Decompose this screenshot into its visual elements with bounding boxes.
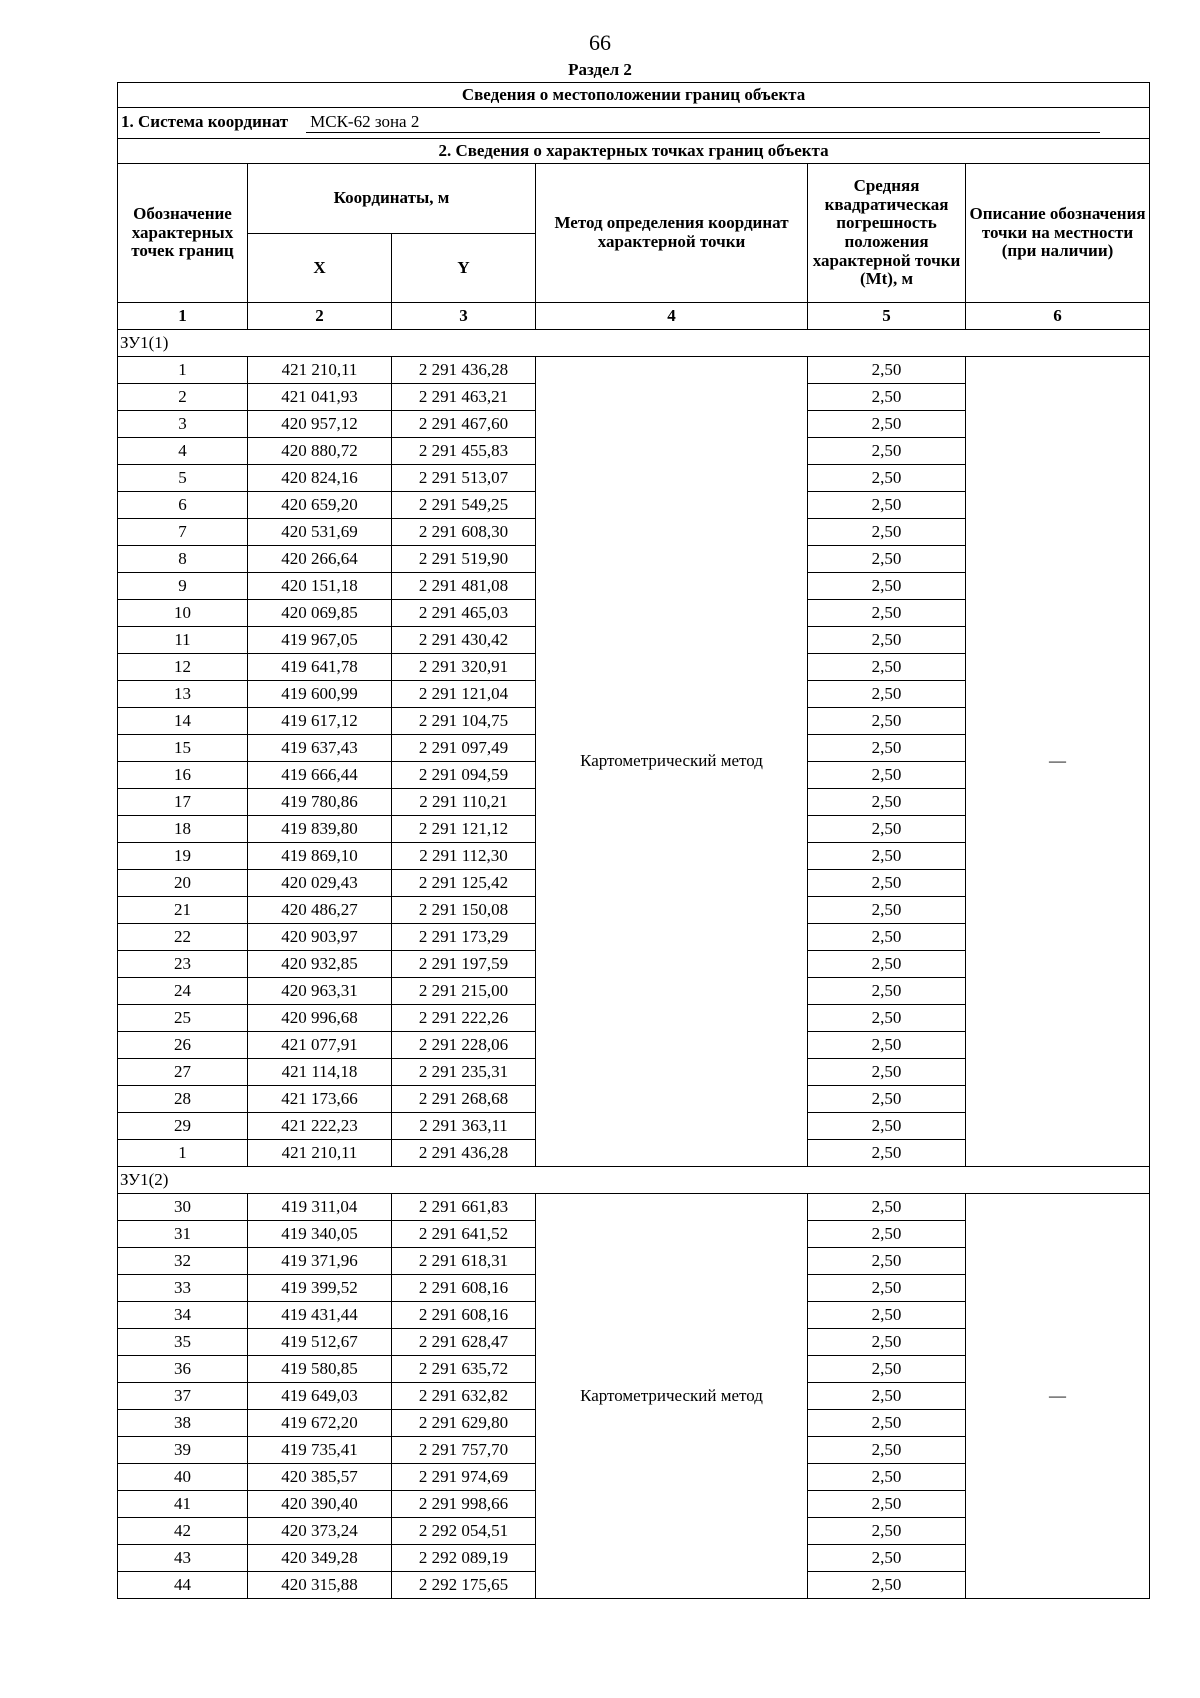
x-coordinate: 420 996,68 xyxy=(248,1005,392,1032)
y-coordinate: 2 291 455,83 xyxy=(392,438,536,465)
header-error: Средняя квадратическая погрешность положения характерной точки (Mt), м xyxy=(808,164,966,303)
y-coordinate: 2 291 222,26 xyxy=(392,1005,536,1032)
y-coordinate: 2 291 436,28 xyxy=(392,357,536,384)
error-value: 2,50 xyxy=(808,546,966,573)
error-value: 2,50 xyxy=(808,1329,966,1356)
x-coordinate: 420 373,24 xyxy=(248,1518,392,1545)
error-value: 2,50 xyxy=(808,789,966,816)
point-number: 41 xyxy=(118,1491,248,1518)
error-value: 2,50 xyxy=(808,1086,966,1113)
point-number: 11 xyxy=(118,627,248,654)
x-coordinate: 420 963,31 xyxy=(248,978,392,1005)
point-number: 8 xyxy=(118,546,248,573)
x-coordinate: 419 672,20 xyxy=(248,1410,392,1437)
point-number: 16 xyxy=(118,762,248,789)
point-number: 25 xyxy=(118,1005,248,1032)
point-number: 10 xyxy=(118,600,248,627)
method-cell: Картометрический метод xyxy=(536,1194,808,1599)
error-value: 2,50 xyxy=(808,1545,966,1572)
x-coordinate: 421 222,23 xyxy=(248,1113,392,1140)
y-coordinate: 2 291 235,31 xyxy=(392,1059,536,1086)
x-coordinate: 420 266,64 xyxy=(248,546,392,573)
y-coordinate: 2 291 430,42 xyxy=(392,627,536,654)
error-value: 2,50 xyxy=(808,1518,966,1545)
point-number: 40 xyxy=(118,1464,248,1491)
point-number: 39 xyxy=(118,1437,248,1464)
x-coordinate: 419 371,96 xyxy=(248,1248,392,1275)
x-coordinate: 420 029,43 xyxy=(248,870,392,897)
boundary-points-table xyxy=(117,82,1150,1599)
point-number: 42 xyxy=(118,1518,248,1545)
y-coordinate: 2 291 268,68 xyxy=(392,1086,536,1113)
point-number: 6 xyxy=(118,492,248,519)
y-coordinate: 2 291 467,60 xyxy=(392,411,536,438)
error-value: 2,50 xyxy=(808,627,966,654)
error-value: 2,50 xyxy=(808,843,966,870)
x-coordinate: 419 839,80 xyxy=(248,816,392,843)
y-coordinate: 2 291 121,12 xyxy=(392,816,536,843)
error-value: 2,50 xyxy=(808,1410,966,1437)
y-coordinate: 2 291 632,82 xyxy=(392,1383,536,1410)
error-value: 2,50 xyxy=(808,681,966,708)
error-value: 2,50 xyxy=(808,492,966,519)
x-coordinate: 419 311,04 xyxy=(248,1194,392,1221)
x-coordinate: 419 967,05 xyxy=(248,627,392,654)
error-value: 2,50 xyxy=(808,465,966,492)
y-coordinate: 2 291 125,42 xyxy=(392,870,536,897)
y-coordinate: 2 291 998,66 xyxy=(392,1491,536,1518)
x-coordinate: 420 659,20 xyxy=(248,492,392,519)
x-coordinate: 420 349,28 xyxy=(248,1545,392,1572)
x-coordinate: 421 210,11 xyxy=(248,1140,392,1167)
point-number: 31 xyxy=(118,1221,248,1248)
error-value: 2,50 xyxy=(808,573,966,600)
error-value: 2,50 xyxy=(808,1491,966,1518)
x-coordinate: 419 580,85 xyxy=(248,1356,392,1383)
description-cell: — xyxy=(966,1194,1150,1599)
x-coordinate: 419 869,10 xyxy=(248,843,392,870)
error-value: 2,50 xyxy=(808,816,966,843)
y-coordinate: 2 291 215,00 xyxy=(392,978,536,1005)
group-header: ЗУ1(2) xyxy=(118,1167,1150,1194)
x-coordinate: 419 649,03 xyxy=(248,1383,392,1410)
x-coordinate: 419 512,67 xyxy=(248,1329,392,1356)
y-coordinate: 2 291 097,49 xyxy=(392,735,536,762)
y-coordinate: 2 291 150,08 xyxy=(392,897,536,924)
error-value: 2,50 xyxy=(808,1059,966,1086)
point-number: 34 xyxy=(118,1302,248,1329)
y-coordinate: 2 291 757,70 xyxy=(392,1437,536,1464)
y-coordinate: 2 291 629,80 xyxy=(392,1410,536,1437)
point-number: 28 xyxy=(118,1086,248,1113)
error-value: 2,50 xyxy=(808,411,966,438)
point-number: 30 xyxy=(118,1194,248,1221)
y-coordinate: 2 292 089,19 xyxy=(392,1545,536,1572)
section-title: Раздел 2 xyxy=(568,60,632,79)
y-coordinate: 2 292 054,51 xyxy=(392,1518,536,1545)
error-value: 2,50 xyxy=(808,951,966,978)
error-value: 2,50 xyxy=(808,1302,966,1329)
y-coordinate: 2 291 173,29 xyxy=(392,924,536,951)
x-coordinate: 419 666,44 xyxy=(248,762,392,789)
method-cell: Картометрический метод xyxy=(536,357,808,1167)
column-number: 4 xyxy=(536,303,808,330)
point-number: 1 xyxy=(118,1140,248,1167)
column-number: 3 xyxy=(392,303,536,330)
header-designation: Обозначение характерных точек границ xyxy=(118,164,248,303)
point-number: 12 xyxy=(118,654,248,681)
column-number: 2 xyxy=(248,303,392,330)
header-description: Описание обозначения точки на местности (при наличии) xyxy=(966,164,1150,303)
point-number: 43 xyxy=(118,1545,248,1572)
x-coordinate: 421 173,66 xyxy=(248,1086,392,1113)
error-value: 2,50 xyxy=(808,1140,966,1167)
coordinate-system-value: МСК-62 зона 2 xyxy=(306,113,1100,133)
y-coordinate: 2 291 465,03 xyxy=(392,600,536,627)
x-coordinate: 420 880,72 xyxy=(248,438,392,465)
y-coordinate: 2 291 635,72 xyxy=(392,1356,536,1383)
error-value: 2,50 xyxy=(808,1221,966,1248)
x-coordinate: 421 041,93 xyxy=(248,384,392,411)
y-coordinate: 2 291 094,59 xyxy=(392,762,536,789)
error-value: 2,50 xyxy=(808,654,966,681)
error-value: 2,50 xyxy=(808,1113,966,1140)
error-value: 2,50 xyxy=(808,1032,966,1059)
page-number: 66 xyxy=(589,30,611,55)
x-coordinate: 419 617,12 xyxy=(248,708,392,735)
header-coordinates: Координаты, м xyxy=(248,164,536,234)
x-coordinate: 420 385,57 xyxy=(248,1464,392,1491)
x-coordinate: 420 069,85 xyxy=(248,600,392,627)
y-coordinate: 2 291 549,25 xyxy=(392,492,536,519)
error-value: 2,50 xyxy=(808,1383,966,1410)
point-number: 3 xyxy=(118,411,248,438)
point-number: 1 xyxy=(118,357,248,384)
error-value: 2,50 xyxy=(808,384,966,411)
error-value: 2,50 xyxy=(808,357,966,384)
error-value: 2,50 xyxy=(808,870,966,897)
x-coordinate: 419 780,86 xyxy=(248,789,392,816)
y-coordinate: 2 291 608,16 xyxy=(392,1275,536,1302)
table-row xyxy=(118,357,1150,384)
point-number: 37 xyxy=(118,1383,248,1410)
x-coordinate: 420 531,69 xyxy=(248,519,392,546)
y-coordinate: 2 291 110,21 xyxy=(392,789,536,816)
y-coordinate: 2 291 628,47 xyxy=(392,1329,536,1356)
group-header: ЗУ1(1) xyxy=(118,330,1150,357)
y-coordinate: 2 291 436,28 xyxy=(392,1140,536,1167)
error-value: 2,50 xyxy=(808,978,966,1005)
point-number: 44 xyxy=(118,1572,248,1599)
y-coordinate: 2 291 519,90 xyxy=(392,546,536,573)
header-method: Метод определения координат характерной точки xyxy=(536,164,808,303)
point-number: 20 xyxy=(118,870,248,897)
coordinate-system-row xyxy=(118,108,1150,139)
y-coordinate: 2 291 197,59 xyxy=(392,951,536,978)
point-number: 23 xyxy=(118,951,248,978)
y-coordinate: 2 291 974,69 xyxy=(392,1464,536,1491)
y-coordinate: 2 291 121,04 xyxy=(392,681,536,708)
x-coordinate: 419 641,78 xyxy=(248,654,392,681)
y-coordinate: 2 291 363,11 xyxy=(392,1113,536,1140)
point-number: 21 xyxy=(118,897,248,924)
header-x: X xyxy=(248,234,392,303)
x-coordinate: 420 903,97 xyxy=(248,924,392,951)
point-number: 4 xyxy=(118,438,248,465)
point-number: 14 xyxy=(118,708,248,735)
x-coordinate: 419 431,44 xyxy=(248,1302,392,1329)
y-coordinate: 2 291 463,21 xyxy=(392,384,536,411)
x-coordinate: 421 210,11 xyxy=(248,357,392,384)
point-number: 13 xyxy=(118,681,248,708)
y-coordinate: 2 291 104,75 xyxy=(392,708,536,735)
x-coordinate: 420 390,40 xyxy=(248,1491,392,1518)
table-row xyxy=(118,1194,1150,1221)
error-value: 2,50 xyxy=(808,1356,966,1383)
point-number: 27 xyxy=(118,1059,248,1086)
x-coordinate: 419 340,05 xyxy=(248,1221,392,1248)
point-number: 18 xyxy=(118,816,248,843)
column-number: 1 xyxy=(118,303,248,330)
y-coordinate: 2 291 112,30 xyxy=(392,843,536,870)
error-value: 2,50 xyxy=(808,762,966,789)
error-value: 2,50 xyxy=(808,708,966,735)
y-coordinate: 2 291 481,08 xyxy=(392,573,536,600)
error-value: 2,50 xyxy=(808,1005,966,1032)
y-coordinate: 2 291 661,83 xyxy=(392,1194,536,1221)
x-coordinate: 420 824,16 xyxy=(248,465,392,492)
description-cell: — xyxy=(966,357,1150,1167)
x-coordinate: 421 077,91 xyxy=(248,1032,392,1059)
error-value: 2,50 xyxy=(808,438,966,465)
point-number: 15 xyxy=(118,735,248,762)
point-number: 26 xyxy=(118,1032,248,1059)
points-title: 2. Сведения о характерных точках границ объекта xyxy=(118,139,1150,164)
table-title: Сведения о местоположении границ объекта xyxy=(118,83,1150,108)
point-number: 2 xyxy=(118,384,248,411)
error-value: 2,50 xyxy=(808,1194,966,1221)
header-y: Y xyxy=(392,234,536,303)
point-number: 33 xyxy=(118,1275,248,1302)
error-value: 2,50 xyxy=(808,735,966,762)
error-value: 2,50 xyxy=(808,1464,966,1491)
y-coordinate: 2 291 608,16 xyxy=(392,1302,536,1329)
y-coordinate: 2 291 641,52 xyxy=(392,1221,536,1248)
column-number: 5 xyxy=(808,303,966,330)
coordinate-system-label: 1. Система координат xyxy=(121,112,289,132)
x-coordinate: 420 315,88 xyxy=(248,1572,392,1599)
point-number: 17 xyxy=(118,789,248,816)
point-number: 7 xyxy=(118,519,248,546)
error-value: 2,50 xyxy=(808,1572,966,1599)
x-coordinate: 420 957,12 xyxy=(248,411,392,438)
error-value: 2,50 xyxy=(808,1248,966,1275)
point-number: 32 xyxy=(118,1248,248,1275)
x-coordinate: 420 486,27 xyxy=(248,897,392,924)
x-coordinate: 419 600,99 xyxy=(248,681,392,708)
x-coordinate: 421 114,18 xyxy=(248,1059,392,1086)
x-coordinate: 419 399,52 xyxy=(248,1275,392,1302)
point-number: 36 xyxy=(118,1356,248,1383)
point-number: 24 xyxy=(118,978,248,1005)
y-coordinate: 2 291 513,07 xyxy=(392,465,536,492)
point-number: 19 xyxy=(118,843,248,870)
error-value: 2,50 xyxy=(808,924,966,951)
x-coordinate: 420 151,18 xyxy=(248,573,392,600)
point-number: 9 xyxy=(118,573,248,600)
error-value: 2,50 xyxy=(808,897,966,924)
error-value: 2,50 xyxy=(808,600,966,627)
y-coordinate: 2 292 175,65 xyxy=(392,1572,536,1599)
y-coordinate: 2 291 228,06 xyxy=(392,1032,536,1059)
column-number: 6 xyxy=(966,303,1150,330)
x-coordinate: 420 932,85 xyxy=(248,951,392,978)
y-coordinate: 2 291 608,30 xyxy=(392,519,536,546)
point-number: 29 xyxy=(118,1113,248,1140)
point-number: 38 xyxy=(118,1410,248,1437)
point-number: 22 xyxy=(118,924,248,951)
x-coordinate: 419 735,41 xyxy=(248,1437,392,1464)
error-value: 2,50 xyxy=(808,519,966,546)
error-value: 2,50 xyxy=(808,1437,966,1464)
point-number: 5 xyxy=(118,465,248,492)
y-coordinate: 2 291 320,91 xyxy=(392,654,536,681)
y-coordinate: 2 291 618,31 xyxy=(392,1248,536,1275)
x-coordinate: 419 637,43 xyxy=(248,735,392,762)
point-number: 35 xyxy=(118,1329,248,1356)
error-value: 2,50 xyxy=(808,1275,966,1302)
